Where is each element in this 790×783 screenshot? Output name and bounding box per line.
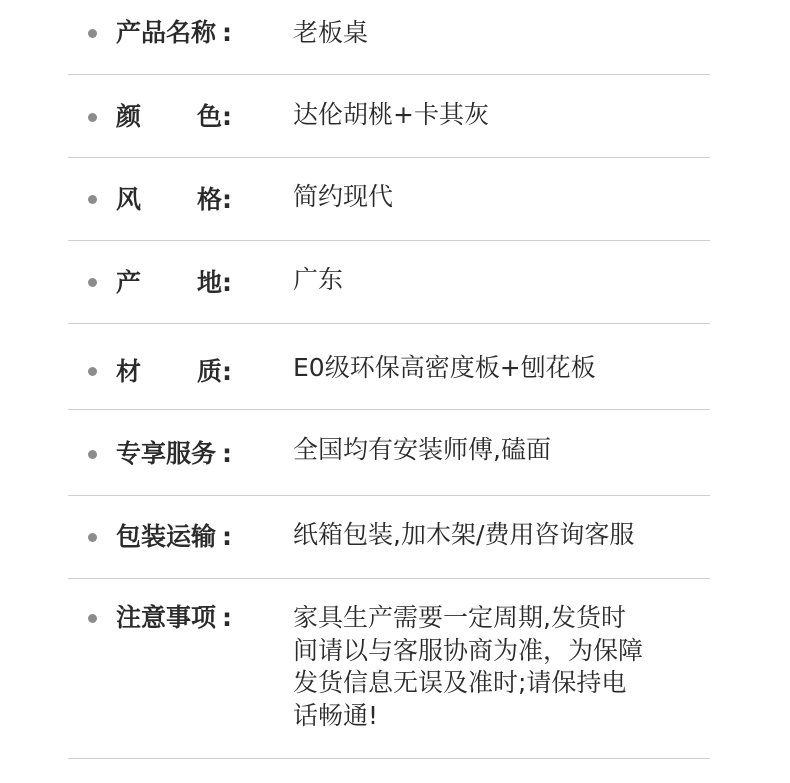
spec-value: 家具生产需要一定周期,发货时间请以与客服协商为准，为保障发货信息无误及准时;请保持电话畅通! <box>293 603 644 730</box>
spec-label: 材 质: <box>116 357 232 386</box>
row-divider <box>68 495 710 496</box>
bullet-icon <box>88 195 97 204</box>
bullet-icon <box>88 278 97 287</box>
row-divider <box>68 74 710 75</box>
spec-label: 颜 色: <box>116 102 232 131</box>
row-divider <box>68 323 710 324</box>
row-divider <box>68 157 710 158</box>
bullet-icon <box>88 113 97 122</box>
row-divider <box>68 578 710 579</box>
bullet-icon <box>88 367 97 376</box>
spec-value: 广东 <box>293 265 344 294</box>
spec-value: 纸箱包装,加木架/费用咨询客服 <box>293 520 635 549</box>
spec-label: 注意事项 : <box>116 603 232 632</box>
row-divider <box>68 758 710 759</box>
row-divider <box>68 409 710 410</box>
spec-label: 包装运输 : <box>116 522 232 551</box>
spec-label: 产品名称 : <box>116 18 232 47</box>
spec-value: 全国均有安装师傅,磕面 <box>293 435 551 464</box>
spec-value: 简约现代 <box>293 182 394 211</box>
spec-label: 专享服务 : <box>116 439 232 468</box>
bullet-icon <box>88 533 97 542</box>
spec-value: 老板桌 <box>293 18 369 47</box>
spec-label: 风 格: <box>116 185 232 214</box>
bullet-icon <box>88 614 97 623</box>
bullet-icon <box>88 29 97 38</box>
spec-label: 产 地: <box>116 268 232 297</box>
bullet-icon <box>88 450 97 459</box>
spec-value: 达伦胡桃+卡其灰 <box>293 100 489 129</box>
spec-value: E0级环保高密度板+刨花板 <box>293 353 596 382</box>
row-divider <box>68 240 710 241</box>
